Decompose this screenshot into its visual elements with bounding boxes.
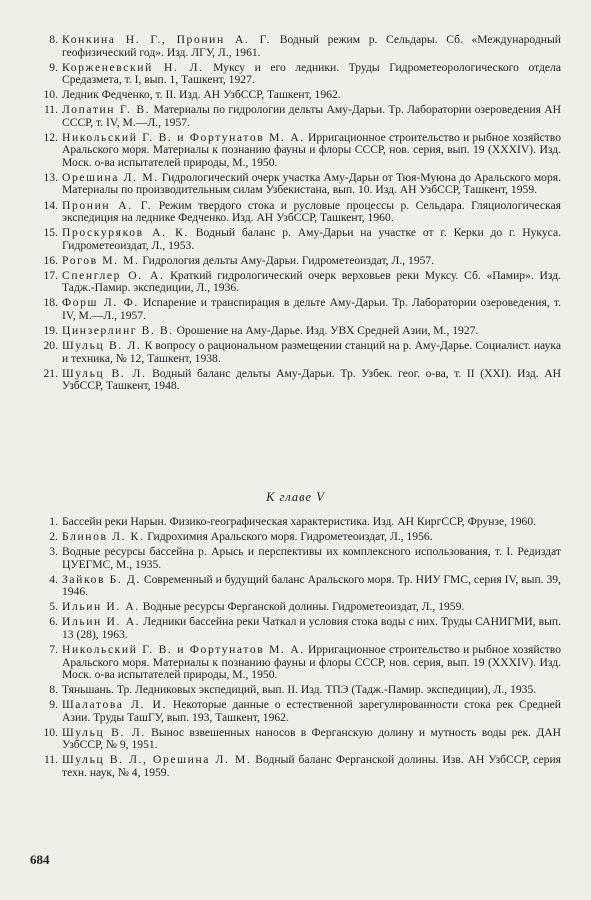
- entry-text: Водные ресурсы бассейна р. Арысь и перспективы их комплексного использования, т. I. Редиздат ЦУЕГМС, М., 1935.: [62, 545, 561, 571]
- page-number: 684: [30, 852, 50, 867]
- entry-text: Орошение на Аму-Дарье. Изд. УВХ Средней Азии, М., 1927.: [173, 324, 479, 338]
- entry-number: 5.: [49, 600, 58, 614]
- entry-text: Режим твердого стока и русловые процессы р. Сельдара. Гляциологическая экспедиция на леднике Федченко. Изд. АН УзбССР, Ташкент, 1960.: [62, 198, 561, 225]
- entry-author: Пронин А. Г.: [62, 198, 153, 212]
- reference-list-continued: [36, 34, 561, 395]
- entry-text: Бассейн реки Нарын. Физико-географическая характеристика. Изд. АН КиргССР, Фрунзе, 1960.: [62, 515, 537, 528]
- entry-author: Ильин И. А.: [62, 615, 141, 629]
- entry-author: Проскуряков А. К.: [62, 226, 189, 240]
- entry-number: 18.: [43, 296, 58, 310]
- entry-number: 14.: [43, 198, 58, 212]
- entry-number: 4.: [49, 572, 58, 586]
- entry-number: 9.: [49, 698, 58, 712]
- entry-number: 16.: [43, 253, 58, 267]
- entry-text: Материалы по гидрологии дельты Аму-Дарьи. Тр. Лаборатории озероведения АН СССР, т. IV, М.—Л., 1957.: [62, 103, 561, 129]
- entry-text: Ирригационное строительство и рыбное хозяйство Аральского моря. Материалы к познанию фауны и флоры СССР, нов. серия, вып. 19 (XXXIV). Изд. Моск. о-ва испытателей природы, М., 1950.: [62, 643, 561, 682]
- reference-entry: [36, 616, 561, 641]
- entry-author: Шульц В. Л.: [62, 725, 146, 739]
- entry-text: Гидрология дельты Аму-Дарьи. Гидрометеоиздат, Л., 1957.: [139, 253, 435, 267]
- entry-author: Цинзерлинг В. В.: [62, 324, 174, 338]
- reference-entry: [36, 727, 561, 752]
- entry-number: 8.: [49, 33, 58, 46]
- entry-text: Муксу и его ледники. Труды Гидрометеорологического отдела Средазмета, т. I, вып. 1, Ташкент, 1927.: [62, 60, 561, 87]
- reference-entry: [36, 132, 561, 170]
- reference-entry: [36, 34, 561, 59]
- reference-entry: [36, 297, 561, 322]
- reference-entry: [36, 255, 561, 268]
- reference-entry: [36, 270, 561, 295]
- reference-entry: [36, 601, 561, 614]
- entry-author: Никольский Г. В. и Фортунатов М. А.: [62, 643, 305, 657]
- reference-entry: [36, 754, 561, 779]
- entry-text: Вынос взвешенных наносов в Ферганскую долину и мутность воды рек. ДАН УзбССР, № 9, 1951.: [62, 725, 561, 752]
- entry-number: 13.: [43, 170, 58, 184]
- entry-author: Спенглер О. А.: [62, 268, 165, 282]
- entry-number: 9.: [49, 60, 58, 74]
- reference-entry: [36, 368, 561, 393]
- chapter-heading: К главе V: [266, 490, 325, 504]
- reference-entry: [36, 574, 561, 599]
- entry-author: Шульц В. Л.: [62, 366, 147, 380]
- entry-number: 6.: [49, 615, 58, 629]
- entry-text: Водный режим р. Сельдары. Сб. «Международный геофизический год». Изд. ЛГУ, Л., 1961.: [62, 33, 561, 59]
- reference-entry: [36, 325, 561, 338]
- reference-entry: [36, 104, 561, 129]
- entry-author: Корженевский Н. Л.: [62, 60, 204, 74]
- entry-text: Тяньшань. Тр. Ледниковых экспедиций, вып. II. Изд. ТПЭ (Тадж.-Памир. экспедиции), Л., 1935.: [62, 683, 537, 697]
- entry-text: Водный баланс Ферганской долины. Изв. АН УзбССР, серия техн. наук, № 4, 1959.: [62, 753, 561, 779]
- entry-number: 2.: [49, 530, 58, 544]
- entry-number: 12.: [43, 130, 58, 144]
- reference-entry: [36, 546, 561, 571]
- entry-author: Ильин И. А.: [62, 600, 140, 614]
- entry-number: 3.: [49, 545, 58, 559]
- entry-number: 20.: [43, 339, 58, 353]
- entry-number: 7.: [49, 643, 58, 657]
- entry-text: Краткий гидрологический очерк верховьев реки Муксу. Сб. «Памир». Изд. Тадж.-Памир. экспедиции, Л., 1936.: [62, 268, 561, 295]
- entry-author: Блинов Л. К.: [62, 530, 145, 544]
- entry-author: Зайков Б. Д.: [62, 572, 141, 586]
- reference-entry: [36, 699, 561, 724]
- reference-entry: [36, 200, 561, 225]
- reference-entry: [36, 644, 561, 682]
- entry-number: 11.: [43, 753, 58, 767]
- entry-author: Шалатова Л. И.: [62, 698, 167, 712]
- entry-author: Форш Л. Ф.: [62, 296, 139, 310]
- entry-author: Орешина Л. М.: [62, 170, 159, 184]
- entry-text: Некоторые данные о естественной зарегулированности стока рек Средней Азии. Труды ТашГУ, вып. 193, Ташкент, 1962.: [62, 698, 562, 724]
- reference-list-chapter-5: [36, 516, 561, 782]
- reference-entry: [36, 62, 561, 87]
- entry-text: Испарение и транспирация в дельте Аму-Дарьи. Тр. Лаборатории озероведения, т. IV, М.—Л., 1957.: [62, 296, 561, 322]
- entry-number: 11.: [43, 103, 58, 117]
- entry-text: Водные ресурсы Ферганской долины. Гидрометеоиздат, Л., 1959.: [139, 600, 465, 614]
- reference-entry: [36, 531, 561, 544]
- entry-author: Лопатин Г. В.: [62, 103, 151, 117]
- reference-entry: [36, 227, 561, 252]
- entry-number: 10.: [43, 725, 58, 739]
- entry-text: Водный баланс р. Аму-Дарьи на участке от г. Керки до г. Нукуса. Гидрометеоиздат, Л., 1953.: [62, 226, 562, 252]
- entry-author: Рогов М. М.: [62, 253, 140, 267]
- reference-entry: [36, 89, 561, 102]
- reference-entry: [36, 172, 561, 197]
- entry-text: Ирригационное строительство и рыбное хозяйство Аральского моря. Материалы к познанию фауны и флоры СССР, нов. серия, вып. 19 (XXXIV). Изд. Моск. о-ва испытателей природы, М., 1950.: [62, 130, 561, 169]
- reference-entry: [36, 340, 561, 365]
- entry-text: Ледники бассейна реки Чаткал и условия стока воды с них. Труды САНИГМИ, вып. 13 (28), 1963.: [62, 615, 561, 641]
- entry-number: 1.: [49, 515, 58, 528]
- reference-entry: [36, 516, 561, 529]
- entry-author: Конкина Н. Г., Пронин А. Г.: [62, 33, 272, 46]
- entry-text: Ледник Федченко, т. II. Изд. АН УзбССР, Ташкент, 1962.: [62, 88, 341, 102]
- entry-number: 10.: [43, 88, 58, 102]
- entry-author: Никольский Г. В. и Фортунатов М. А.: [62, 130, 305, 144]
- entry-text: Современный и будущий баланс Аральского моря. Тр. НИУ ГМС, серия IV, вып. 39, 1946.: [62, 572, 561, 599]
- entry-number: 19.: [43, 324, 58, 338]
- reference-entry: [36, 684, 561, 697]
- entry-text: Водный баланс дельты Аму-Дарьи. Тр. Узбек. геог. о-ва, т. II (XXI). Изд. АН УзбССР, Ташкент, 1948.: [62, 366, 561, 393]
- entry-text: Гидрохимия Аральского моря. Гидрометеоиздат, Л., 1956.: [144, 530, 433, 544]
- entry-number: 15.: [43, 226, 58, 240]
- entry-number: 21.: [43, 366, 58, 380]
- entry-author: Шульц В. Л., Орешина Л. М.: [62, 753, 252, 767]
- entry-number: 17.: [43, 268, 58, 282]
- entry-text: Гидрологический очерк участка Аму-Дарьи от Тюя-Муюна до Аральского моря. Материалы по производительным силам Узбекистана, вып. 10. Изд. АН УзбССР, Ташкент, 1959.: [62, 170, 561, 197]
- entry-number: 8.: [49, 683, 58, 697]
- entry-text: К вопросу о рациональном размещении станций на р. Аму-Дарье. Социалист. наука и техника, № 12, Ташкент, 1938.: [62, 339, 561, 365]
- entry-author: Шульц В. Л.: [62, 339, 142, 353]
